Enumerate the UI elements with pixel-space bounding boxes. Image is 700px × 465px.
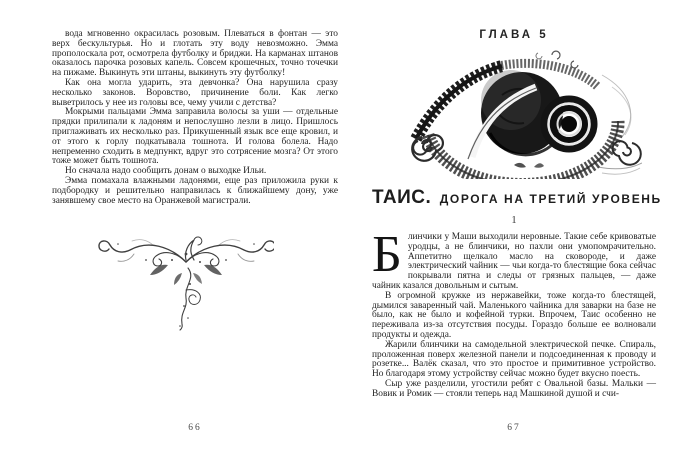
- book-title: [372, 187, 662, 209]
- title-main: ТАИС.: [372, 187, 432, 208]
- opening-paragraph-text: линчики у Маши выходили неровные. Такие себе кривоватые уродцы, а не блинчики, но пахли они умопомрачительно. Аппетитно щелкало масло на сковороде, и даже электрический чайник — чьи когда-то блестящие бока сейчас покрывали пятна и следы от грязных пальцев, — даже чайник казался довольным и сытым.: [372, 232, 656, 291]
- left-page: [52, 25, 338, 445]
- paragraph: Как она могла ударить, эта девчонка? Она нарушила сразу несколько законов. Воровство, причинение боли. Как легко выветрилось у нее из головы все, чему учили с детства?: [52, 77, 338, 108]
- paragraph: вода мгновенно окрасилась розовым. Плеваться в фонтан — это верх бескультурья. Но и глотать эту воду невозможно. Эмма прополоскала рот, осмотрела футболку и бриджи. На карманах штанов оказалось парочка розовых капель. Совсем крошечных, точно точечки на пижаме. Выкинуть эти штаны, выкинуть эту футболку!: [52, 29, 338, 79]
- left-page-text: [52, 25, 338, 206]
- right-page-text: [372, 226, 656, 400]
- drop-cap: Б: [372, 226, 402, 283]
- spiral-shell-illustration: [406, 47, 642, 179]
- page-number: 67: [507, 423, 521, 433]
- right-page: [372, 25, 662, 445]
- section-number: 1: [511, 215, 517, 226]
- paragraph: Жарили блинчики на самодельной электрической печке. Спираль, проложенная поверх железной панели и подсоединенная к проводу и розетке... Валёк сказал, что это простое и примитивное устройство. Но благодаря этому устройству сейчас можно будет вкусно поесть.: [372, 339, 656, 380]
- paragraph: В огромной кружке из нержавейки, тоже когда-то блестящей, дымился заваренный чай. Маленького чайника для заварки на базе не было, как не было и кофейной турки. Впрочем, Таис особенно не переживала из-за отсутствия посуды. Гораздо больше ее волновали продукты и одежда.: [372, 290, 656, 340]
- paragraph: Эмма помахала влажными ладонями, еще раз приложила руки к подбородку и решительно направилась к ближайшему дону, уже занявшему свое место на Оранжевой магистрали.: [52, 175, 338, 206]
- floral-flourish-ornament: [98, 232, 274, 332]
- opening-paragraph: [372, 226, 656, 292]
- paragraph: Но сначала надо сообщить донам о выходке Ильи.: [65, 166, 267, 177]
- title-subtitle: ДОРОГА НА ТРЕТИЙ УРОВЕНЬ: [439, 192, 662, 206]
- chapter-heading: ГЛАВА 5: [479, 29, 549, 41]
- paragraph: Мокрыми пальцами Эмма заправила волосы за уши — отдельные прядки прилипали к ладоням и непослушно лезли в лицо. Пришлось приглаживать их несколько раз. Прикушенный язык все еще кровил, и от этого к горлу подкатывала тошнота. И голова болела. Надо непременно сходить в медпункт, вдруг это сотрясение мозга? От этого тоже может быть тошнота.: [52, 107, 338, 167]
- paragraph: Сыр уже разделили, угостили ребят с Овальной базы. Мальки — Вовик и Ромик — стояли теперь над Машкиной душой и счи-: [372, 378, 656, 399]
- page-number: 66: [188, 423, 202, 433]
